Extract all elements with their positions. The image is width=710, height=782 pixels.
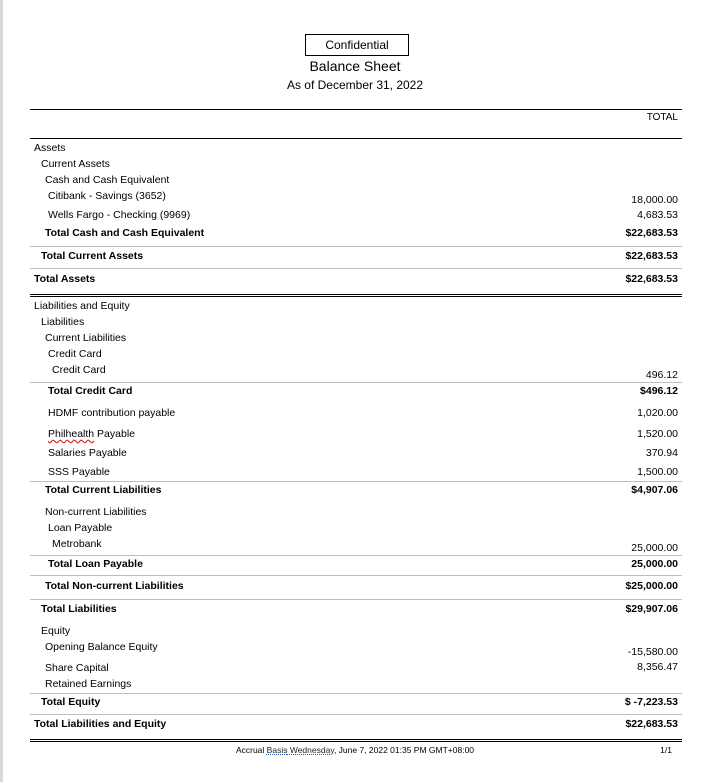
row-label: HDMF contribution payable [48,407,176,419]
group-noncurrent-liabilities [30,506,682,522]
column-header-total: TOTAL [646,112,678,123]
row-value: $29,907.06 [625,603,678,615]
row-opening-balance [30,641,682,657]
row-label: Total Loan Payable [48,558,143,570]
row-value: $22,683.53 [625,718,678,730]
divider [30,693,682,694]
row-value: 370.94 [645,447,678,459]
footer-basis: Basis [266,745,288,755]
row-label: Assets [34,142,66,154]
double-rule [30,739,682,742]
row-label: Share Capital [45,662,109,674]
row-value: 1,500.00 [637,466,678,478]
row-label-rest: Payable [94,428,135,440]
group-equity [30,625,682,641]
row-label: Total Equity [41,696,101,708]
row-total-equity [30,696,682,712]
row-value: 1,020.00 [637,407,678,419]
section-assets [30,142,682,158]
header-bottom-rule [30,138,682,139]
divider [30,268,682,269]
row-salaries [30,447,682,463]
row-label: Cash and Cash Equivalent [45,174,170,186]
row-label: Opening Balance Equity [45,641,158,653]
confidential-label: Confidential [305,34,409,56]
divider [30,575,682,576]
divider [30,599,682,600]
row-total-liabilities [30,603,682,619]
row-total-loan [30,558,682,574]
divider [30,555,682,556]
row-label: Current Liabilities [45,332,127,344]
row-citibank [30,190,682,206]
footer-timestamp: , June 7, 2022 01:35 PM GMT+08:00 [333,745,475,755]
divider [30,382,682,383]
group-cash-equivalent [30,174,682,190]
row-value: 496.12 [645,369,678,381]
divider [30,481,682,482]
row-total-credit-card [30,385,682,401]
group-credit-card [30,348,682,364]
row-value: $22,683.53 [625,250,678,262]
row-value: $25,000.00 [625,580,678,592]
row-label: Credit Card [48,348,102,360]
page-left-edge [0,0,3,782]
row-label: SSS Payable [48,466,110,478]
row-label: Salaries Payable [48,447,127,459]
report-title: Balance Sheet [309,58,401,74]
row-value: $ -7,223.53 [624,696,678,708]
row-value: 25,000.00 [631,542,678,554]
footer-weekday: Wednesday [287,745,334,755]
report-date: As of December 31, 2022 [286,78,424,92]
spellcheck-word: Philhealth [48,428,95,440]
row-label: Loan Payable [48,522,113,534]
row-hdmf [30,407,682,423]
divider [30,714,682,715]
row-share-capital [30,662,682,678]
row-total-current-assets [30,250,682,266]
row-label: Total Liabilities and Equity [34,718,167,730]
group-loan-payable [30,522,682,538]
row-retained-earnings [30,678,682,694]
row-value: $22,683.53 [625,273,678,285]
row-label: Liabilities [41,316,85,328]
row-total-noncurrent [30,580,682,596]
row-label: Liabilities and Equity [34,300,130,312]
row-label: Total Cash and Cash Equivalent [45,227,205,239]
row-label: Total Credit Card [48,385,133,397]
page-number: 1/1 [660,745,672,755]
row-label: Total Current Assets [41,250,144,262]
section-liabilities-equity [30,300,682,316]
row-value: 1,520.00 [637,428,678,440]
divider [30,246,682,247]
header-top-rule [30,109,682,110]
row-label: Total Assets [34,273,96,285]
row-label: Credit Card [52,364,106,376]
double-rule [30,294,682,297]
row-value: 18,000.00 [631,194,678,206]
row-value: $22,683.53 [625,227,678,239]
row-total-cash [30,227,682,243]
row-value: $496.12 [640,385,678,397]
group-current-liabilities [30,332,682,348]
row-label: Total Liabilities [41,603,117,615]
footer-accrual: Accrual [235,745,267,755]
row-sss [30,466,682,482]
row-label: Total Current Liabilities [45,484,162,496]
row-credit-card [30,364,682,380]
row-label: Current Assets [41,158,110,170]
row-label: Total Non-current Liabilities [45,580,184,592]
group-current-assets [30,158,682,174]
row-label: Metrobank [52,538,102,550]
row-label: Equity [41,625,71,637]
report-footer [0,745,710,755]
row-total-current-liabilities [30,484,682,500]
group-liabilities [30,316,682,332]
row-label: Retained Earnings [45,678,132,690]
row-value: $4,907.06 [631,484,678,496]
row-value: 25,000.00 [631,558,678,570]
row-wells-fargo [30,209,682,225]
row-label: Wells Fargo - Checking (9969) [48,209,191,221]
row-label [48,428,135,440]
row-philhealth [30,428,682,444]
row-label: Citibank - Savings (3652) [48,190,166,202]
row-label: Non-current Liabilities [45,506,147,518]
row-value: -15,580.00 [627,646,678,658]
row-value: 8,356.47 [637,661,678,673]
row-value: 4,683.53 [637,209,678,221]
row-metrobank [30,538,682,554]
row-total-liabilities-equity [30,718,682,734]
row-total-assets [30,273,682,289]
